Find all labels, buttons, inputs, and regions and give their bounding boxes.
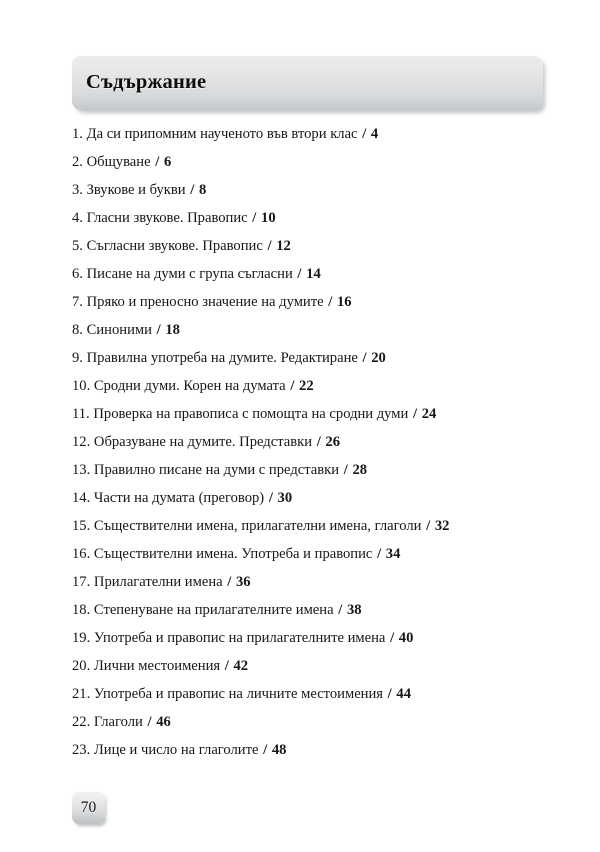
toc-entry[interactable] — [72, 708, 552, 736]
toc-entry[interactable] — [72, 736, 552, 764]
toc-entry-separator: / — [252, 210, 257, 226]
toc-entry-number: 4. — [72, 210, 83, 226]
toc-entry[interactable] — [72, 484, 552, 512]
toc-entry[interactable] — [72, 512, 552, 540]
toc-entry-title: Лице и число на глаголите — [93, 742, 259, 758]
toc-entry-page: 38 — [346, 602, 362, 618]
toc-entry-page: 30 — [277, 490, 293, 506]
toc-entry-number: 11. — [72, 406, 90, 422]
toc-entry[interactable] — [72, 624, 552, 652]
toc-entry-page: 48 — [271, 742, 287, 758]
toc-entry-page: 28 — [352, 462, 368, 478]
toc-entry[interactable] — [72, 680, 552, 708]
toc-entry-separator: / — [290, 378, 295, 394]
toc-entry-page: 16 — [336, 294, 352, 310]
toc-entry-page: 46 — [156, 714, 171, 730]
toc-entry-separator: / — [387, 686, 392, 702]
toc-entry[interactable] — [72, 260, 552, 288]
toc-entry[interactable] — [72, 456, 552, 484]
toc-entry-page: 34 — [385, 546, 401, 562]
toc-entry-separator: / — [190, 182, 195, 198]
toc-entry[interactable] — [72, 148, 552, 176]
toc-entry-separator: / — [362, 350, 367, 366]
toc-entry[interactable] — [72, 652, 552, 680]
toc-entry-title: Съществителни имена, прилагателни имена, глаголи — [93, 518, 422, 534]
toc-entry-number: 16. — [72, 546, 91, 562]
toc-entry-number: 22. — [72, 714, 91, 730]
toc-entry-number: 14. — [72, 490, 91, 506]
toc-entry-title: Лични местоимения — [93, 658, 221, 674]
toc-entry-title: Звукове и букви — [86, 182, 186, 198]
page-number-badge — [72, 791, 105, 824]
toc-entry-number: 3. — [72, 182, 83, 198]
toc-entry-separator: / — [263, 742, 268, 758]
toc-entry-page: 24 — [421, 406, 437, 422]
toc-entry-title: Части на думата (преговор) — [93, 490, 265, 506]
toc-entry-number: 15. — [72, 518, 91, 534]
toc-entry-number: 9. — [72, 350, 83, 366]
toc-entry-number: 1. — [72, 126, 83, 142]
toc-entry-title: Образуване на думите. Представки — [93, 434, 313, 450]
toc-entry-separator: / — [338, 602, 343, 618]
toc-entry[interactable] — [72, 176, 552, 204]
toc-entry-separator: / — [413, 406, 418, 422]
toc-entry-page: 4 — [370, 126, 379, 142]
toc-entry-title: Гласни звукове. Правопис — [86, 210, 248, 226]
toc-entry[interactable] — [72, 596, 552, 624]
toc-entry[interactable] — [72, 568, 552, 596]
toc-entry-number: 20. — [72, 658, 91, 674]
toc-entry-title: Употреба и правопис на прилагателните имена — [93, 630, 386, 646]
toc-entry-title: Сродни думи. Корен на думата — [93, 378, 286, 394]
toc-entry[interactable] — [72, 344, 552, 372]
toc-entry-number: 7. — [72, 294, 83, 310]
toc-entry-number: 13. — [72, 462, 91, 478]
toc-entry-page: 40 — [398, 630, 414, 646]
toc-entry-separator: / — [390, 630, 395, 646]
toc-entry[interactable] — [72, 288, 552, 316]
toc-entry-title: Правилно писане на думи с представки — [93, 462, 340, 478]
toc-entry-number: 17. — [72, 574, 91, 590]
toc-entry-page: 8 — [198, 182, 207, 198]
toc-entry-separator: / — [426, 518, 431, 534]
toc-entry-separator: / — [343, 462, 348, 478]
toc-entry-separator: / — [156, 322, 161, 338]
toc-entry-page: 14 — [306, 266, 321, 282]
table-of-contents-list — [72, 120, 552, 764]
contents-header-plate — [72, 55, 543, 110]
toc-entry-number: 23. — [72, 742, 91, 758]
toc-entry-title: Синоними — [86, 322, 152, 338]
toc-entry-page: 10 — [261, 210, 276, 226]
toc-entry-title: Съществителни имена. Употреба и правопис — [93, 546, 373, 562]
toc-entry-page: 44 — [396, 686, 411, 702]
toc-entry-number: 10. — [72, 378, 91, 394]
toc-entry-number: 19. — [72, 630, 91, 646]
toc-entry-number: 12. — [72, 434, 91, 450]
toc-entry-page: 20 — [371, 350, 386, 366]
toc-entry-separator: / — [362, 126, 367, 142]
toc-entry-title: Правилна употреба на думите. Редактиране — [86, 350, 358, 366]
toc-entry-page: 36 — [236, 574, 251, 590]
toc-entry-number: 8. — [72, 322, 83, 338]
toc-entry-separator: / — [147, 714, 152, 730]
toc-entry-separator: / — [316, 434, 321, 450]
toc-entry[interactable] — [72, 232, 552, 260]
toc-entry-title: Писане на думи с група съгласни — [86, 266, 293, 282]
toc-entry-page: 42 — [233, 658, 249, 674]
toc-entry-separator: / — [268, 490, 273, 506]
toc-entry-title: Пряко и преносно значение на думите — [86, 294, 324, 310]
toc-entry-separator: / — [297, 266, 302, 282]
toc-entry-title: Глаголи — [93, 714, 143, 730]
toc-entry-separator: / — [328, 294, 333, 310]
toc-entry[interactable] — [72, 372, 552, 400]
toc-entry-title: Прилагателни имена — [93, 574, 223, 590]
toc-entry-title: Съгласни звукове. Правопис — [86, 238, 263, 254]
toc-entry-title: Да си припомним наученото във втори клас — [86, 126, 358, 142]
toc-entry-separator: / — [224, 658, 229, 674]
toc-entry-title: Проверка на правописа с помощта на сродни думи — [93, 406, 409, 422]
toc-entry[interactable] — [72, 316, 552, 344]
toc-entry-separator: / — [227, 574, 232, 590]
toc-entry-separator: / — [377, 546, 382, 562]
page-title: Съдържание — [86, 71, 207, 94]
toc-entry-page: 12 — [276, 238, 291, 254]
toc-entry-page: 26 — [325, 434, 340, 450]
toc-entry[interactable] — [72, 428, 552, 456]
toc-entry-page: 6 — [163, 154, 172, 170]
toc-entry-separator: / — [267, 238, 272, 254]
toc-entry-title: Степенуване на прилагателните имена — [93, 602, 334, 618]
toc-entry-number: 2. — [72, 154, 83, 170]
page-number-value: 70 — [80, 798, 97, 816]
toc-entry-page: 18 — [165, 322, 180, 338]
toc-entry-number: 18. — [72, 602, 91, 618]
toc-entry-title: Употреба и правопис на личните местоимения — [93, 686, 384, 702]
toc-entry-number: 21. — [72, 686, 91, 702]
toc-entry-page: 32 — [434, 518, 450, 534]
toc-entry-title: Общуване — [86, 154, 151, 170]
toc-entry[interactable] — [72, 120, 552, 148]
toc-entry[interactable] — [72, 400, 552, 428]
toc-entry-page: 22 — [299, 378, 314, 394]
toc-entry-separator: / — [155, 154, 160, 170]
toc-entry[interactable] — [72, 540, 552, 568]
toc-entry-number: 6. — [72, 266, 83, 282]
toc-entry-number: 5. — [72, 238, 83, 254]
toc-entry[interactable] — [72, 204, 552, 232]
